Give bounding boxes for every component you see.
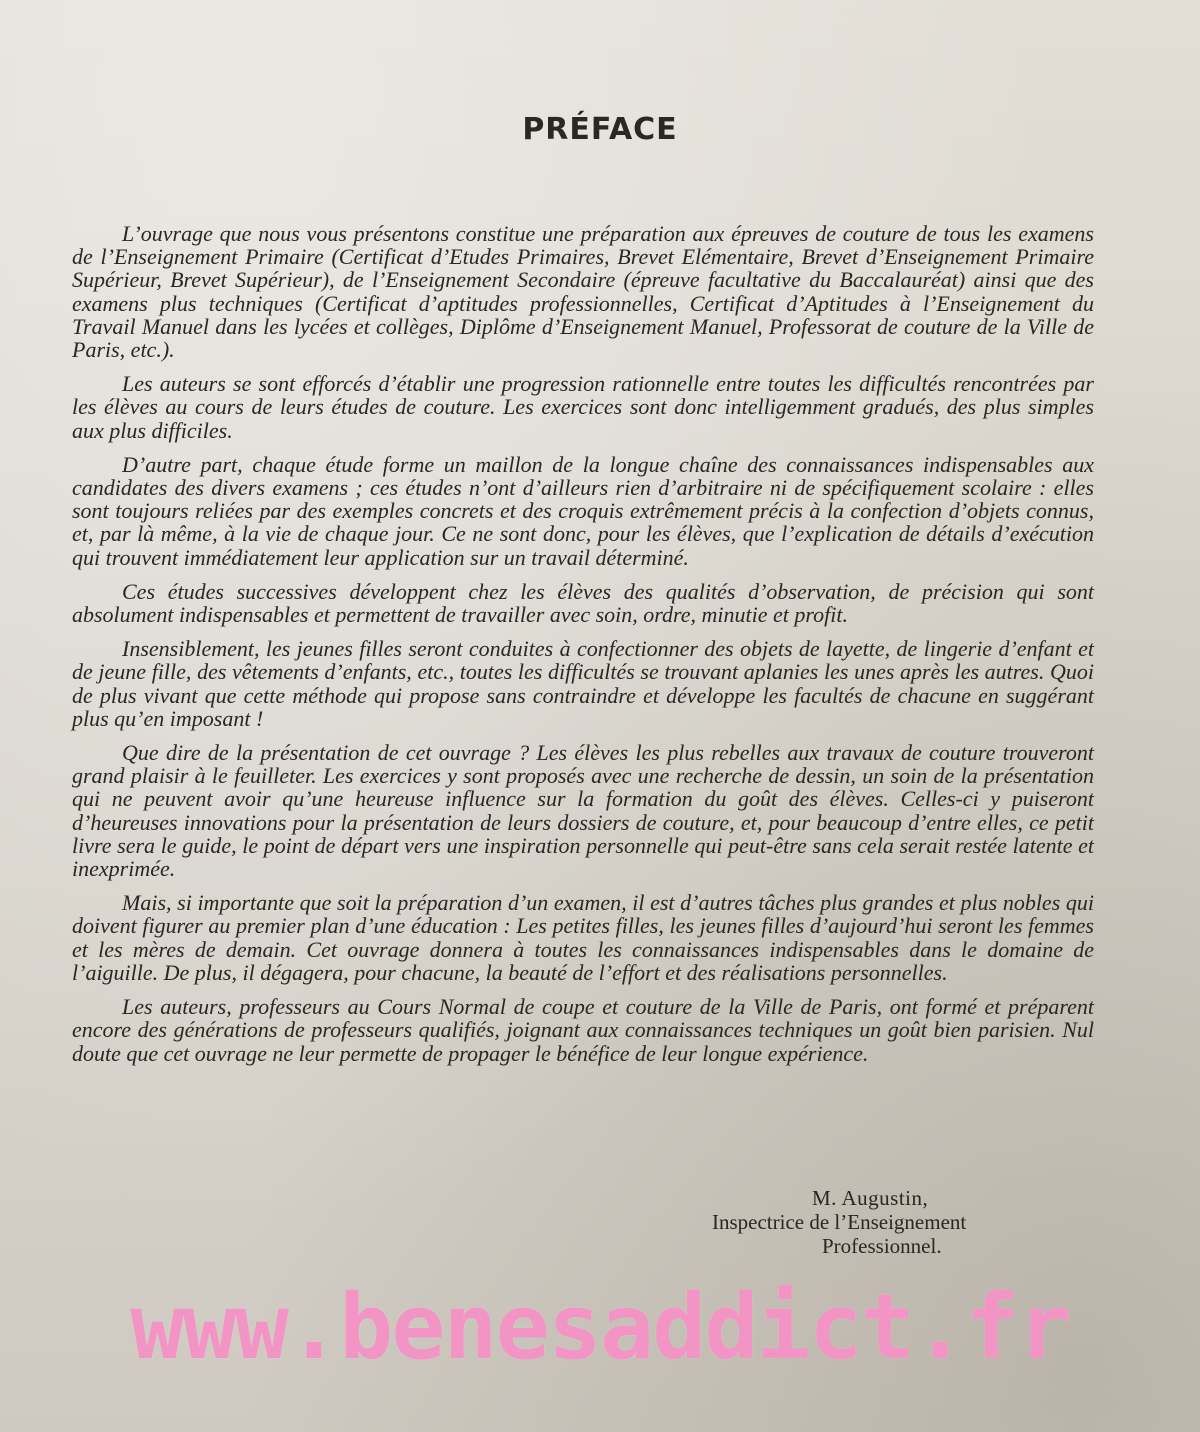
signature-role-line1: Inspectrice de l’Enseignement [712, 1210, 967, 1234]
paragraph: Les auteurs se sont efforcés d’établir une progression rationnelle entre toutes les difficultés rencontrées par les élèves au cours de leurs études de couture. Les exercices sont donc intelligemment gradués, des plus simples aux plus difficiles. [72, 371, 1094, 443]
paragraph: Insensiblement, les jeunes filles seront conduites à confectionner des objets de layette, de lingerie d’enfant et de jeune fille, des vêtements d’enfants, etc., toutes les difficultés se trouvant aplanies les unes après les autres. Quoi de plus vivant que cette méthode qui propose sans contraindre et développe les facultés de chacune en suggérant plus qu’en imposant ! [72, 636, 1094, 731]
page-title: PRÉFACE [522, 112, 678, 147]
preface-body [72, 222, 1094, 1076]
watermark-url: www.benesaddict.fr [130, 1275, 1070, 1380]
paragraph: Mais, si importante que soit la préparation d’un examen, il est d’autres tâches plus grandes et plus nobles qui doivent figurer au premier plan d’une éducation : Les petites filles, les jeunes filles d’aujourd’hui seront les femmes et les mères de demain. Cet ouvrage donnera à toutes les connaissances indispensables dans le domaine de l’aiguille. De plus, il dégagera, pour chacune, la beauté de l’effort et des réalisations personnelles. [72, 890, 1094, 985]
paragraph: Que dire de la présentation de cet ouvrage ? Les élèves les plus rebelles aux travaux de couture trouveront grand plaisir à le feuilleter. Les exercices y sont proposés avec une recherche de dessin, un soin de la présentation qui ne peuvent avoir qu’une heureuse influence sur la formation du goût des élèves. Celles-ci y puiseront d’heureuses innovations pour la présentation de leurs dossiers de couture, et, pour beaucoup d’entre elles, ce petit livre sera le guide, le point de départ vers une inspiration personnelle qui peut-être sans cela serait restée latente et inexprimée. [72, 740, 1094, 882]
paragraph: D’autre part, chaque étude forme un maillon de la longue chaîne des connaissances indispensables aux candidates des divers examens ; ces études n’ont d’ailleurs rien d’arbitraire ni de spécifiquement scolaire : elles sont toujours reliées par des exemples concrets et des croquis extrêmement précis à la confection d’objets connus, et, par là même, à la vie de chaque jour. Ce ne sont donc, pour les élèves, que l’explication de détails d’exécution qui trouvent immédiatement leur application sur un travail déterminé. [72, 451, 1094, 570]
paragraph: L’ouvrage que nous vous présentons constitue une préparation aux épreuves de couture de tous les examens de l’Enseignement Primaire (Certificat d’Etudes Primaires, Brevet Elémentaire, Brevet d’Enseignement Primaire Supérieur, Brevet Supérieur), de l’Enseignement Secondaire (épreuve facultative du Baccalauréat) ainsi que des examens plus techniques (Certificat d’aptitudes professionnelles, Certificat d’Aptitudes à l’Enseignement du Travail Manuel dans les lycées et collèges, Diplôme d’Enseignement Manuel, Professorat de couture de la Ville de Paris, etc.). [72, 221, 1094, 363]
signature-block [700, 1186, 1080, 1258]
signature-role-line2: Professionnel. [822, 1234, 942, 1258]
signature-name: M. Augustin, [812, 1186, 929, 1210]
paragraph: Les auteurs, professeurs au Cours Normal de coupe et couture de la Ville de Paris, ont formé et préparent encore des générations de professeurs qualifiés, joignant aux connaissances techniques un goût bien parisien. Nul doute que cet ouvrage ne leur permette de propager le bénéfice de leur longue expérience. [72, 994, 1094, 1066]
paragraph: Ces études successives développent chez les élèves des qualités d’observation, de précision qui sont absolument indispensables et permettent de travailler avec soin, ordre, minutie et profit. [72, 578, 1094, 628]
